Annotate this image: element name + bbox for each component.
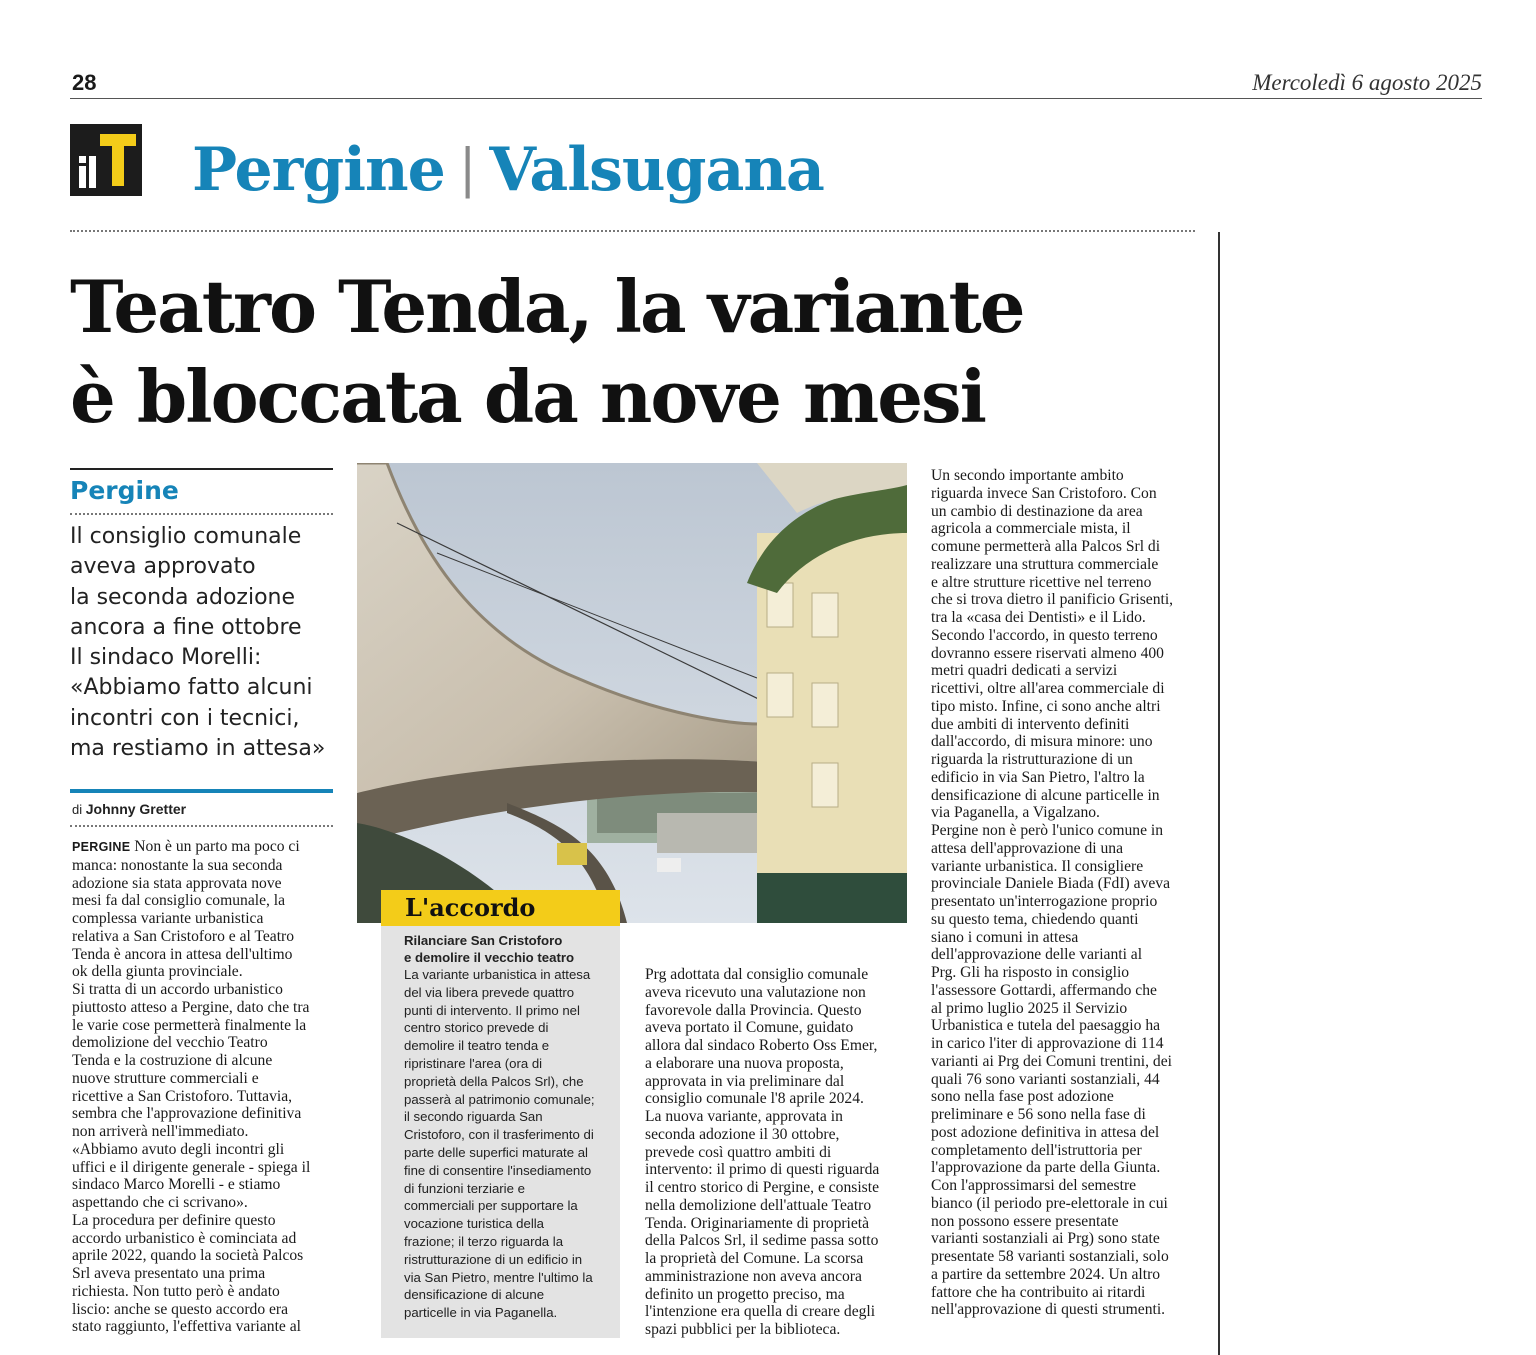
byline: [72, 801, 186, 817]
summary-line: Il consiglio comunale: [70, 524, 302, 549]
column-line: spazi pubblici per la biblioteca.: [645, 1321, 841, 1338]
box-line: il secondo riguarda San: [404, 1109, 543, 1125]
column-line: fattore che ha contribuito ai ritardi: [931, 1283, 1146, 1301]
byline-prefix: di: [72, 802, 83, 817]
column-line: le varie cose permetterà finalmente la: [72, 1016, 307, 1034]
section-dotted-rule: [70, 230, 1195, 232]
accordo-box-label: L'accordo: [381, 890, 620, 926]
box-line: punti di intervento. Il primo nel: [404, 1002, 580, 1018]
column-line: aspettando che ci scrivano».: [72, 1194, 248, 1211]
box-line: densificazione di alcune: [404, 1287, 545, 1303]
column-line: sindaco Marco Morelli - e stiamo: [72, 1176, 281, 1194]
box-line: fine di consentire l'insediamento: [404, 1162, 592, 1178]
column-line: Urbanistica e tutela del paesaggio ha: [931, 1017, 1161, 1035]
section-right: Valsugana: [489, 135, 824, 205]
section-left: Pergine: [192, 135, 445, 205]
column-line: consiglio comunale l'8 aprile 2024.: [645, 1090, 864, 1108]
column-line: stato raggiunto, l'effettiva variante al: [72, 1318, 301, 1336]
box-line: frazione; il terzo riguarda la: [404, 1233, 564, 1249]
column-line: complessa variante urbanistica: [72, 910, 264, 927]
column-line: non possono essere presentate: [931, 1212, 1119, 1230]
kicker-dotted-rule: [70, 513, 333, 515]
column-line: riguarda invece San Cristoforo. Con: [931, 484, 1157, 502]
column-line: provinciale Daniele Biada (FdI) aveva: [931, 875, 1171, 893]
column-divider: [1218, 232, 1220, 1355]
summary-top-rule: [70, 468, 333, 470]
column-line: attesa dell'approvazione di una: [931, 839, 1124, 857]
column-line: la proprietà del Comune. La scorsa: [645, 1250, 864, 1267]
box-line: di funzioni terziarie e: [404, 1180, 525, 1196]
column-line: intervento: il primo di questi riguarda: [645, 1161, 880, 1179]
box-line: ristrutturazione di un edificio in: [404, 1251, 583, 1267]
column-line: due ambiti di intervento definiti: [931, 715, 1130, 733]
box-line: centro storico prevede di: [404, 1020, 549, 1036]
summary-line: «Abbiamo fatto alcuni: [70, 675, 313, 701]
column-line: nella demolizione dell'attuale Teatro: [645, 1196, 872, 1214]
summary-line: ancora a fine ottobre: [70, 614, 302, 640]
column-line: in carico l'iter di approvazione di 114: [931, 1035, 1164, 1052]
column-line: ricettive a San Cristoforo. Tuttavia,: [72, 1087, 293, 1105]
column-line: manca: nonostante la sua seconda: [72, 856, 283, 874]
column-line: nuove strutture commerciali e: [72, 1069, 259, 1087]
column-line: presentate 58 varianti sostanziali, solo: [931, 1248, 1169, 1265]
column-line: Si tratta di un accordo urbanistico: [72, 981, 283, 998]
column-line: a elaborare una nuova proposta,: [645, 1054, 844, 1072]
headline-line: è bloccata da nove mesi: [70, 354, 985, 439]
column-line: varianti sostanziali ai Prg) sono state: [931, 1230, 1160, 1248]
box-line: particelle in via Paganella.: [404, 1305, 558, 1321]
kicker: Pergine: [70, 476, 179, 505]
column-line: richiesta. Non tutto però è andato: [72, 1282, 280, 1300]
column-line: bianco (il periodo pre-elettorale in cui: [931, 1194, 1168, 1212]
column-line: seconda adozione il 30 ottobre,: [645, 1125, 840, 1143]
column-line: mesi fa dal consiglio comunale, la: [72, 892, 286, 910]
column-line: La nuova variante, approvata in: [645, 1108, 843, 1125]
accordo-box-text: [404, 966, 595, 1322]
column-line: via Paganella, a Vigalzano.: [931, 804, 1100, 822]
article-column-3: [645, 966, 879, 1339]
column-line: l'intenzione era quella di creare degli: [645, 1303, 876, 1321]
box-subtitle-line: e demolire il vecchio teatro: [404, 950, 575, 965]
article-column-4: [931, 467, 1173, 1319]
column-line: uffici e il dirigente generale - spiega il: [72, 1158, 311, 1176]
column-line: tra la «casa dei Dentisti» e il Lido.: [931, 609, 1146, 626]
byline-author: Johnny Gretter: [85, 801, 187, 817]
column-line: ok della giunta provinciale.: [72, 963, 243, 981]
section-title: [192, 135, 824, 205]
column-line: prevede così quattro ambiti di: [645, 1143, 832, 1161]
column-line: siano i comuni in attesa: [931, 928, 1079, 946]
column-line: ricettivi, oltre all'area commerciale di: [931, 680, 1165, 697]
column-line: demolizione del vecchio Teatro: [72, 1034, 268, 1052]
lead-word: PERGINE: [72, 840, 131, 854]
il-t-logo-icon: [70, 124, 142, 196]
issue-date: Mercoledì 6 agosto 2025: [1252, 70, 1482, 95]
column-line: Prg. Gli ha risposto in consiglio: [931, 964, 1130, 981]
column-line: che si trova dietro il panificio Grisenti,: [931, 591, 1174, 609]
column-line: completamento dell'istruttoria per: [931, 1141, 1142, 1159]
column-line: post adozione definitiva in attesa del: [931, 1123, 1160, 1141]
column-line: della Palcos Srl, il sedime passa sotto: [645, 1232, 879, 1250]
box-line: parte delle superfici maturate al: [404, 1144, 588, 1160]
accordo-box-subtitle: [404, 932, 574, 966]
teatro-tenda-photo: [357, 463, 907, 923]
column-line: approvata in via preliminare dal: [645, 1072, 845, 1090]
column-line: presentato un'interrogazione proprio: [931, 893, 1158, 910]
column-line: liscio: anche se questo accordo era: [72, 1300, 289, 1318]
column-line: dell'approvazione delle varianti al: [931, 946, 1143, 964]
column-line: Tenda. Originariamente di proprietà: [645, 1214, 870, 1232]
summary: [70, 522, 340, 764]
column-line: dovranno essere riservati almeno 400: [931, 644, 1164, 662]
column-line: l'assessore Gottardi, affermando che: [931, 981, 1157, 999]
column-line: «Abbiamo avuto degli incontri gli: [72, 1140, 285, 1158]
column-line: amministrazione non aveva ancora: [645, 1267, 862, 1285]
column-line: Secondo l'accordo, in questo terreno: [931, 626, 1158, 644]
column-line: su questo tema, chiedendo quanti: [931, 910, 1139, 928]
column-line: nell'approvazione di questi strumenti.: [931, 1301, 1166, 1319]
headline: [70, 262, 1024, 442]
column-line: Tenda e la costruzione di alcune: [72, 1052, 273, 1069]
column-line: comune permetterà alla Palcos Srl di: [931, 538, 1161, 555]
column-line: Srl aveva presentato una prima: [72, 1265, 266, 1282]
box-line: commerciali per supportare la: [404, 1198, 578, 1214]
summary-line: ma restiamo in attesa»: [70, 736, 326, 762]
column-line: sono nella fase post adozione: [931, 1088, 1114, 1106]
summary-line: incontri con i tecnici,: [70, 705, 300, 731]
header-rule: [70, 98, 1482, 99]
headline-line: Teatro Tenda, la variante: [70, 264, 1024, 349]
summary-bottom-rule: [70, 789, 333, 793]
column-line: piuttosto atteso a Pergine, dato che tra: [72, 998, 310, 1016]
column-line: sembra che l'approvazione definitiva: [72, 1105, 302, 1123]
column-line: un cambio di destinazione da area: [931, 502, 1143, 520]
column-line: Con l'approssimarsi del semestre: [931, 1177, 1137, 1194]
column-line: relativa a San Cristoforo e al Teatro: [72, 927, 295, 945]
column-line: Tenda è ancora in attesa dell'ultimo: [72, 945, 293, 963]
byline-dotted-rule: [70, 825, 333, 827]
column-line: tipo misto. Infine, ci sono anche altri: [931, 697, 1161, 715]
column-line: dall'accordo, di misura minore: uno: [931, 733, 1153, 751]
column-line: allora dal sindaco Roberto Oss Emer,: [645, 1037, 878, 1054]
column-line: al primo luglio 2025 il Servizio: [931, 999, 1128, 1017]
box-line: demolire il teatro tenda e: [404, 1038, 550, 1054]
column-line: metri quadri dedicati a servizi: [931, 662, 1118, 680]
column-line: varianti ai Prg dei Comuni trentini, dei: [931, 1052, 1172, 1070]
column-line: a partire da settembre 2024. Un altro: [931, 1265, 1161, 1283]
column-line: il centro storico di Pergine, e consiste: [645, 1179, 879, 1196]
article-column-1: [72, 838, 310, 1336]
column-line: La procedura per definire questo: [72, 1211, 276, 1229]
box-line: La variante urbanistica in attesa: [404, 967, 591, 982]
section-separator: |: [458, 139, 476, 199]
box-line: vocazione turistica della: [404, 1216, 545, 1232]
column-line: realizzare una struttura commerciale: [931, 555, 1159, 573]
column-line: agricola a commerciale mista, il: [931, 520, 1131, 538]
column-line: accordo urbanistico è cominciata ad: [72, 1229, 297, 1247]
column-line: riguarda la ristrutturazione di un: [931, 751, 1133, 768]
column-line: Un secondo importante ambito: [931, 467, 1124, 484]
column-line: densificazione di alcune particelle in: [931, 786, 1160, 804]
summary-line: Il sindaco Morelli:: [70, 645, 262, 671]
column-line: aprile 2022, quando la società Palcos: [72, 1247, 304, 1265]
column-line: Pergine non è però l'unico comune in: [931, 822, 1164, 839]
box-line: via San Pietro, mentre l'ultimo la: [404, 1269, 593, 1285]
column-line: l'approvazione da parte della Giunta.: [931, 1159, 1161, 1177]
box-line: del via libera prevede quattro: [404, 984, 575, 1000]
column-line: variante urbanistica. Il consigliere: [931, 857, 1144, 875]
column-line: Prg adottata dal consiglio comunale: [645, 966, 869, 983]
column-line-text: Non è un parto ma poco ci: [130, 838, 300, 855]
column-line: aveva ricevuto una valutazione non: [645, 983, 866, 1001]
column-line: edificio in via San Pietro, l'altro la: [931, 768, 1145, 786]
page-number: 28: [72, 70, 97, 95]
summary-line: la seconda adozione: [70, 584, 296, 610]
box-subtitle-line: Rilanciare San Cristoforo: [404, 933, 563, 948]
box-line: ripristinare l'area (ora di: [404, 1055, 543, 1071]
column-line: e altre strutture ricettive nel terreno: [931, 573, 1152, 591]
column-line: aveva portato il Comune, guidato: [645, 1019, 854, 1037]
column-line: [72, 838, 310, 857]
summary-line: aveva approvato: [70, 554, 256, 580]
column-line: non arriverà nell'immediato.: [72, 1123, 249, 1140]
box-line: passerà al patrimonio comunale;: [404, 1091, 595, 1107]
box-line: Cristoforo, con il trasferimento di: [404, 1127, 594, 1143]
column-line: favorevole dalla Provincia. Questo: [645, 1001, 862, 1019]
box-line: proprietà della Palcos Srl), che: [404, 1073, 584, 1089]
column-line: adozione sia stata approvata nove: [72, 874, 282, 892]
column-line: quali 76 sono varianti sostanziali, 44: [931, 1070, 1160, 1088]
column-line: definito un progetto preciso, ma: [645, 1285, 845, 1303]
column-line: preliminare e 56 sono nella fase di: [931, 1106, 1146, 1123]
